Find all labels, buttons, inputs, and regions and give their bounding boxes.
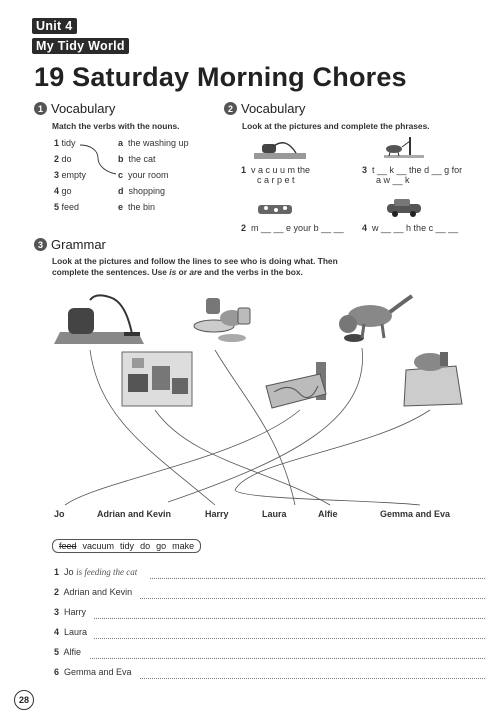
verb-item: feed bbox=[61, 202, 80, 212]
name-label: Gemma and Eva bbox=[380, 509, 451, 519]
section3-number: 3 bbox=[34, 238, 47, 251]
cat-picture bbox=[334, 292, 416, 346]
word-box bbox=[52, 539, 201, 553]
sentence-row: 6 Gemma and Eva bbox=[54, 667, 132, 677]
sentence-answer: is feeding the cat bbox=[76, 567, 138, 577]
verb-item: do bbox=[61, 154, 72, 164]
car-picture bbox=[384, 196, 424, 218]
vacuum-carpet-picture bbox=[252, 137, 310, 161]
tangled-lines bbox=[40, 340, 480, 510]
bed-picture bbox=[256, 199, 294, 217]
name-label: Adrian and Kevin bbox=[97, 509, 172, 519]
name-label: Harry bbox=[205, 509, 229, 519]
sentence-row: 2 Adrian and Kevin bbox=[54, 587, 133, 597]
section1-instruction: Match the verbs with the nouns. bbox=[52, 121, 180, 131]
answer-line[interactable] bbox=[140, 678, 485, 679]
verb-list: 1 tidy 2 do 3 empty 4 go 5 feed bbox=[54, 138, 87, 212]
noun-item: your room bbox=[128, 170, 169, 180]
phrase-1: 1 v a c u u m the c a r p e t bbox=[241, 165, 311, 185]
section2-title: Vocabulary bbox=[241, 101, 306, 116]
unit-label: Unit 4 bbox=[32, 18, 77, 34]
name-label: Alfie bbox=[318, 509, 338, 519]
sentence-row: 3 Harry bbox=[54, 607, 87, 617]
phrase-3: 3 t __ k __ the d __ g for a w __ k bbox=[362, 165, 463, 185]
verb-item: tidy bbox=[61, 138, 76, 148]
section3-title: Grammar bbox=[51, 237, 106, 252]
name-label: Jo bbox=[54, 509, 65, 519]
phrase-4: 4 w __ __ h the c __ __ bbox=[362, 223, 459, 233]
noun-item: the washing up bbox=[128, 138, 189, 148]
section2-heading bbox=[224, 101, 305, 116]
noun-item: the cat bbox=[128, 154, 156, 164]
answer-line[interactable] bbox=[150, 578, 485, 579]
section1-title: Vocabulary bbox=[51, 101, 116, 116]
sentence-row: 1 Jo is feeding the cat bbox=[54, 567, 138, 577]
section3-heading bbox=[34, 237, 106, 252]
name-label: Laura bbox=[262, 509, 287, 519]
dog-walk-picture bbox=[380, 135, 426, 161]
verb-item: empty bbox=[61, 170, 87, 180]
noun-item: shopping bbox=[128, 186, 166, 196]
dishes-picture bbox=[192, 292, 262, 344]
word-box-item: do bbox=[140, 541, 151, 551]
sentence-row: 5 Alfie bbox=[54, 647, 82, 657]
page-number: 28 bbox=[14, 690, 34, 710]
answer-line[interactable] bbox=[90, 658, 485, 659]
word-box-item: vacuum bbox=[82, 541, 115, 551]
word-box-item: tidy bbox=[120, 541, 135, 551]
answer-line[interactable] bbox=[94, 638, 485, 639]
sentence-row: 4 Laura bbox=[54, 627, 88, 637]
word-box-item: make bbox=[172, 541, 195, 551]
unit-subtitle: My Tidy World bbox=[32, 38, 129, 54]
page-title: 19 Saturday Morning Chores bbox=[34, 62, 407, 92]
word-box-item: feed bbox=[59, 541, 77, 551]
section3-instruction: Look at the pictures and follow the lines to see who is doing what. Then complete the sentences. Use is or are and the verbs in the box. bbox=[52, 256, 338, 277]
section1-number: 1 bbox=[34, 102, 47, 115]
word-box-item: go bbox=[156, 541, 167, 551]
answer-line[interactable] bbox=[140, 598, 485, 599]
section1-heading bbox=[34, 101, 115, 116]
verb-item: go bbox=[61, 186, 72, 196]
section2-number: 2 bbox=[224, 102, 237, 115]
answer-line[interactable] bbox=[94, 618, 485, 619]
section2-instruction: Look at the pictures and complete the phrases. bbox=[242, 121, 430, 131]
noun-list: a the washing up b the cat c your room d shopping e the bin bbox=[118, 138, 189, 212]
noun-item: the bin bbox=[128, 202, 156, 212]
match-line-example bbox=[76, 140, 120, 180]
phrase-2: 2 m __ __ e your b __ __ bbox=[241, 223, 344, 233]
